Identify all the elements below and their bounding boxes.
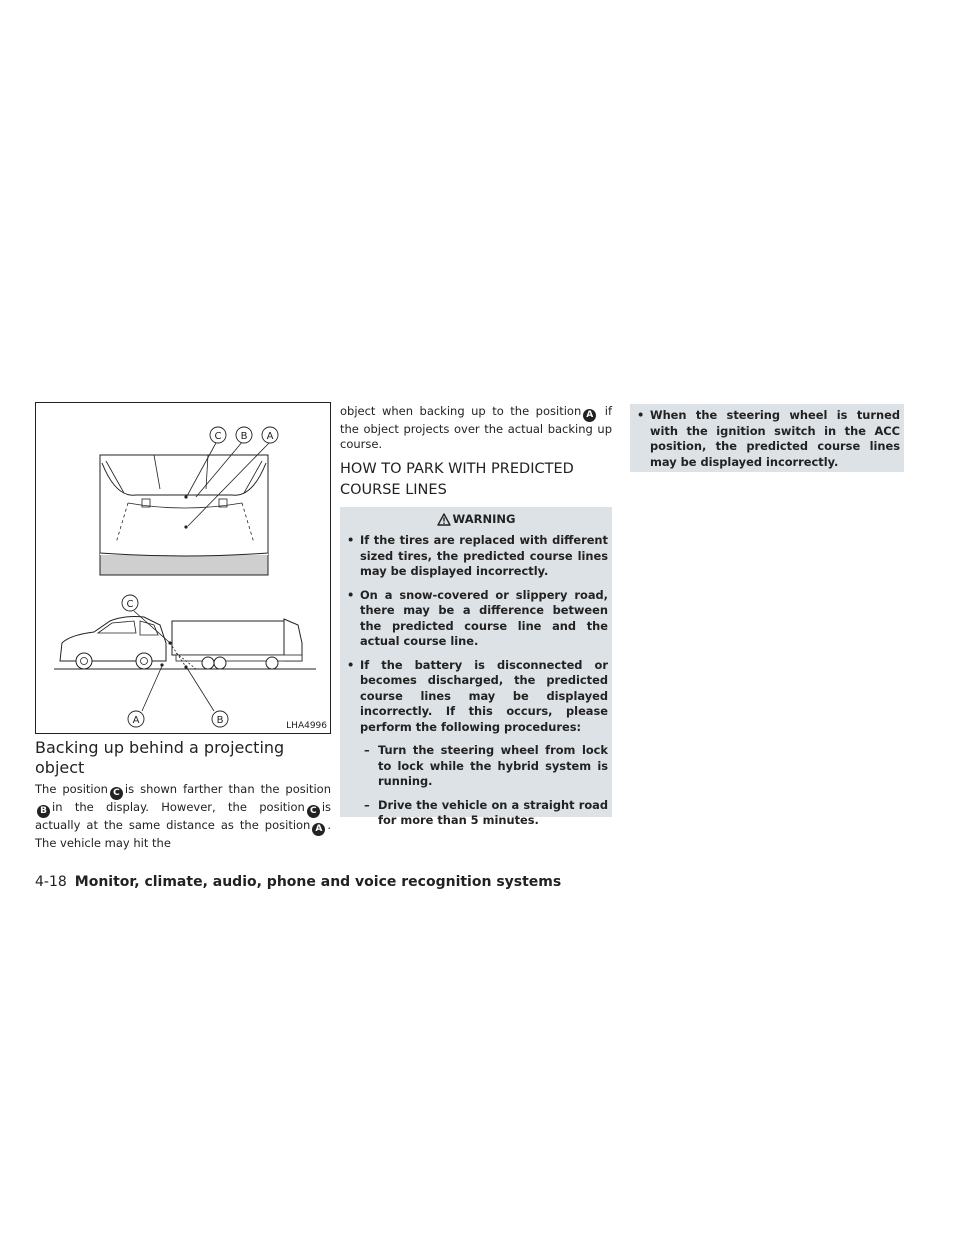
left-text-1: The position bbox=[35, 782, 108, 796]
middle-text-1: object when backing up to the position bbox=[340, 404, 582, 418]
rear-view-illustration bbox=[35, 402, 331, 734]
label-a-side: A bbox=[132, 715, 140, 726]
list-item bbox=[346, 658, 608, 829]
page-footer bbox=[35, 874, 561, 890]
left-text-2: is shown farther than the position bbox=[124, 782, 331, 796]
label-c-top: C bbox=[214, 431, 222, 442]
label-b-side: B bbox=[216, 715, 224, 726]
left-text-3: in the display. However, the position bbox=[52, 800, 305, 814]
page-number: 4-18 bbox=[35, 874, 67, 890]
marker-b-icon: B bbox=[37, 805, 50, 818]
list-item: • If the tires are replaced with different sized tires, the predicted course lines may be displayed incorrectly. bbox=[346, 533, 608, 580]
park-heading: HOW TO PARK WITH PREDICTED COURSE LINES bbox=[340, 461, 574, 498]
warning-label: WARNING bbox=[452, 512, 516, 526]
left-text-4: is actually at the same distance as the position bbox=[35, 800, 331, 832]
label-b-top: B bbox=[240, 431, 248, 442]
middle-text-2: if the object projects over the actual backing up course. bbox=[340, 404, 612, 451]
marker-c-icon: C bbox=[110, 787, 123, 800]
marker-a-icon: A bbox=[583, 409, 596, 422]
warning-title bbox=[340, 510, 612, 528]
warning-list bbox=[346, 533, 608, 837]
left-paragraph bbox=[35, 782, 331, 851]
sub-list-item: – Turn the steering wheel from lock to lock while the hybrid system is running. bbox=[346, 743, 608, 790]
warning-box bbox=[340, 507, 612, 827]
list-item: • On a snow-covered or slippery road, there may be a difference between the predicted course line and the actual course line. bbox=[346, 588, 608, 650]
illustration-drawing bbox=[36, 403, 332, 735]
warning-icon bbox=[437, 513, 451, 526]
label-c-side: C bbox=[126, 599, 134, 610]
marker-a-icon: A bbox=[312, 823, 325, 836]
warning-box-continued bbox=[630, 404, 904, 472]
section-heading: Backing up behind a projecting object bbox=[35, 738, 285, 777]
list-item-text: If the battery is disconnected or becomes discharged, the predicted course lines may be displayed incorrectly. If this occurs, please perform the following procedures: bbox=[360, 657, 608, 734]
sub-list-item: – Drive the vehicle on a straight road for more than 5 minutes. bbox=[346, 798, 608, 829]
chapter-title: Monitor, climate, audio, phone and voice recognition systems bbox=[74, 874, 562, 890]
label-a-top: A bbox=[266, 431, 274, 442]
figure-id: LHA4996 bbox=[286, 721, 327, 731]
left-text-5: . The vehicle may hit the bbox=[35, 818, 331, 850]
continued-paragraph bbox=[340, 404, 612, 452]
marker-c-icon: C bbox=[307, 805, 320, 818]
list-item: • When the steering wheel is turned with the ignition switch in the ACC position, the predicted course lines may be displayed incorrectly. bbox=[636, 408, 900, 470]
